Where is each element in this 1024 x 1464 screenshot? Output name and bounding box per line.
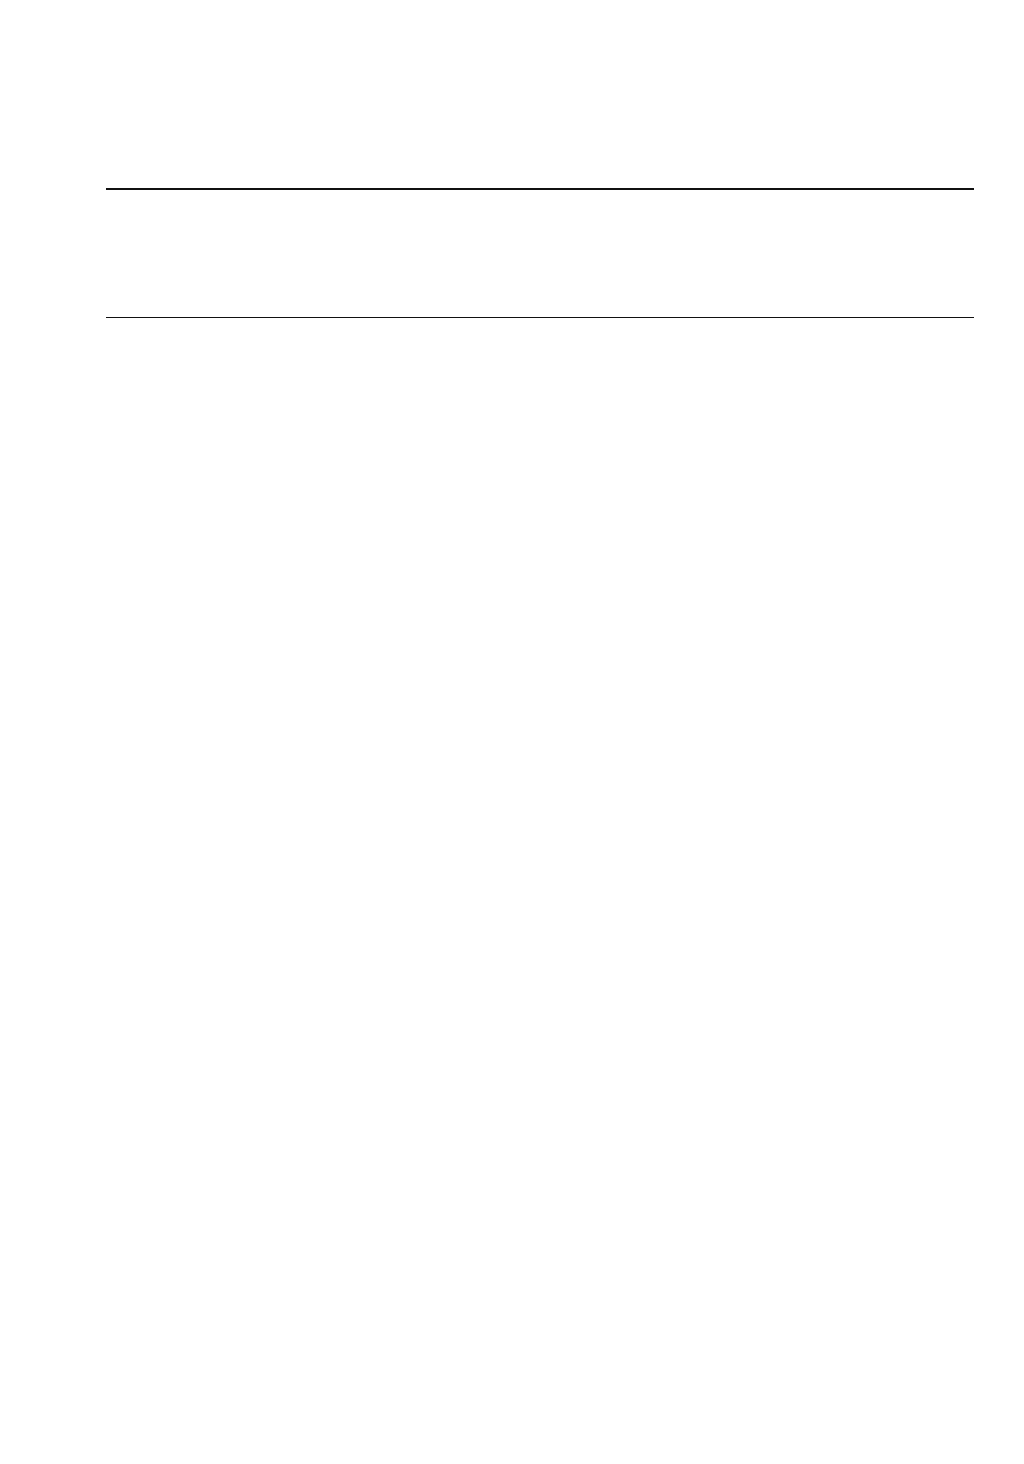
top-rule bbox=[106, 188, 974, 190]
header-rule bbox=[106, 317, 974, 318]
